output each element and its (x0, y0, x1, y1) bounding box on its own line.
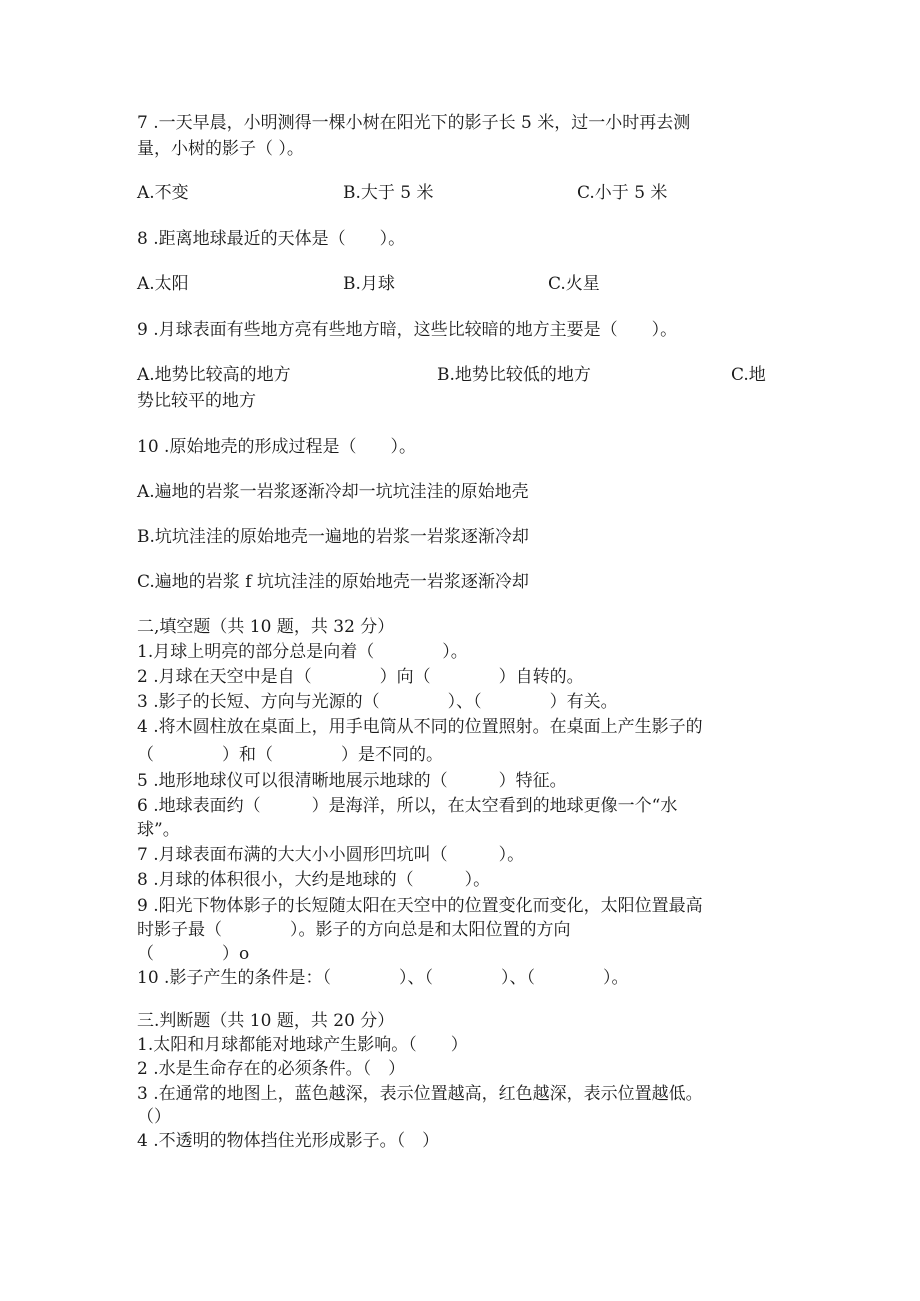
mc-q9-option-b: B.地势比较低的地方 (437, 365, 591, 385)
mc-q8-option-b: B.月球 (343, 274, 395, 294)
judge-q3-line1: 3 .在通常的地图上，蓝色越深，表示位置越高，红色越深，表示位置越低。 (137, 1084, 703, 1104)
fill-q8: 8 .月球的体积很小，大约是地球的（ ）。 (137, 870, 491, 890)
fill-q9-line3: （ ）o (137, 944, 250, 964)
fill-q2: 2 .月球在天空中是自（ ）向（ ）自转的。 (137, 667, 584, 687)
judge-q1: 1.太阳和月球都能对地球产生影响。（ ） (137, 1035, 468, 1055)
mc-q9-option-a: A.地势比较高的地方 (137, 365, 291, 385)
mc-q10-option-a: A.遍地的岩浆一岩浆逐渐冷却一坑坑洼洼的原始地壳 (137, 482, 529, 502)
mc-q8-stem: 8 .距离地球最近的天体是（ ）。 (137, 229, 406, 249)
fill-q5: 5 .地形地球仪可以很清晰地展示地球的（ ）特征。 (137, 771, 567, 791)
fill-q3: 3 .影子的长短、方向与光源的（ ）、（ ）有关。 (137, 692, 618, 712)
mc-q10-option-b: B.坑坑洼洼的原始地壳一遍地的岩浆一岩浆逐渐冷却 (137, 527, 529, 547)
judge-q2: 2 .水是生命存在的必须条件。（ ） (137, 1059, 406, 1079)
judge-section-heading: 三.判断题（共 10 题，共 20 分） (137, 1011, 395, 1031)
judge-q3-line2: （） (137, 1107, 171, 1127)
fill-q10: 10 .影子产生的条件是：（ ）、（ ）、（ ）。 (137, 968, 629, 988)
fill-section-heading: 二,填空题（共 10 题，共 32 分） (137, 617, 395, 637)
fill-q7: 7 .月球表面布满的大大小小圆形凹坑叫（ ）。 (137, 845, 525, 865)
mc-q10-stem: 10 .原始地壳的形成过程是（ ）。 (137, 437, 416, 457)
mc-q8-option-c: C.火星 (548, 274, 600, 294)
mc-q9-option-c-start: C.地 (731, 365, 766, 385)
judge-q4: 4 .不透明的物体挡住光形成影子。（ ） (137, 1131, 440, 1151)
mc-q9-stem: 9 .月球表面有些地方亮有些地方暗，这些比较暗的地方主要是（ ）。 (137, 320, 678, 340)
fill-q9-line1: 9 .阳光下物体影子的长短随太阳在天空中的位置变化而变化，太阳位置最高 (137, 896, 703, 916)
mc-q7-stem-line1: 7 .一天早晨，小明测得一棵小树在阳光下的影子长 5 米，过一小时再去测 (137, 113, 691, 133)
fill-q4-line1: 4 .将木圆柱放在桌面上，用手电筒从不同的位置照射。在桌面上产生影子的 (137, 717, 703, 737)
fill-q1: 1.月球上明亮的部分总是向着（ ）。 (137, 642, 468, 662)
mc-q8-option-a: A.太阳 (137, 274, 189, 294)
fill-q6-line2: 球”。 (137, 820, 180, 840)
mc-q7-stem-line2: 量，小树的影子（ ）。 (137, 139, 304, 159)
fill-q4-line2: （ ）和（ ）是不同的。 (137, 745, 443, 765)
fill-q6-line1: 6 .地球表面约（ ）是海洋，所以，在太空看到的地球更像一个“水 (137, 796, 678, 816)
mc-q7-option-b: B.大于 5 米 (343, 183, 434, 203)
mc-q10-option-c: C.遍地的岩浆 f 坑坑洼洼的原始地壳一岩浆逐渐冷却 (137, 572, 529, 592)
mc-q7-option-c: C.小于 5 米 (577, 183, 668, 203)
fill-q9-line2: 时影子最（ ）。影子的方向总是和太阳位置的方向 (137, 920, 571, 940)
mc-q7-option-a: A.不变 (137, 183, 189, 203)
mc-q9-option-c-end: 势比较平的地方 (137, 391, 256, 411)
